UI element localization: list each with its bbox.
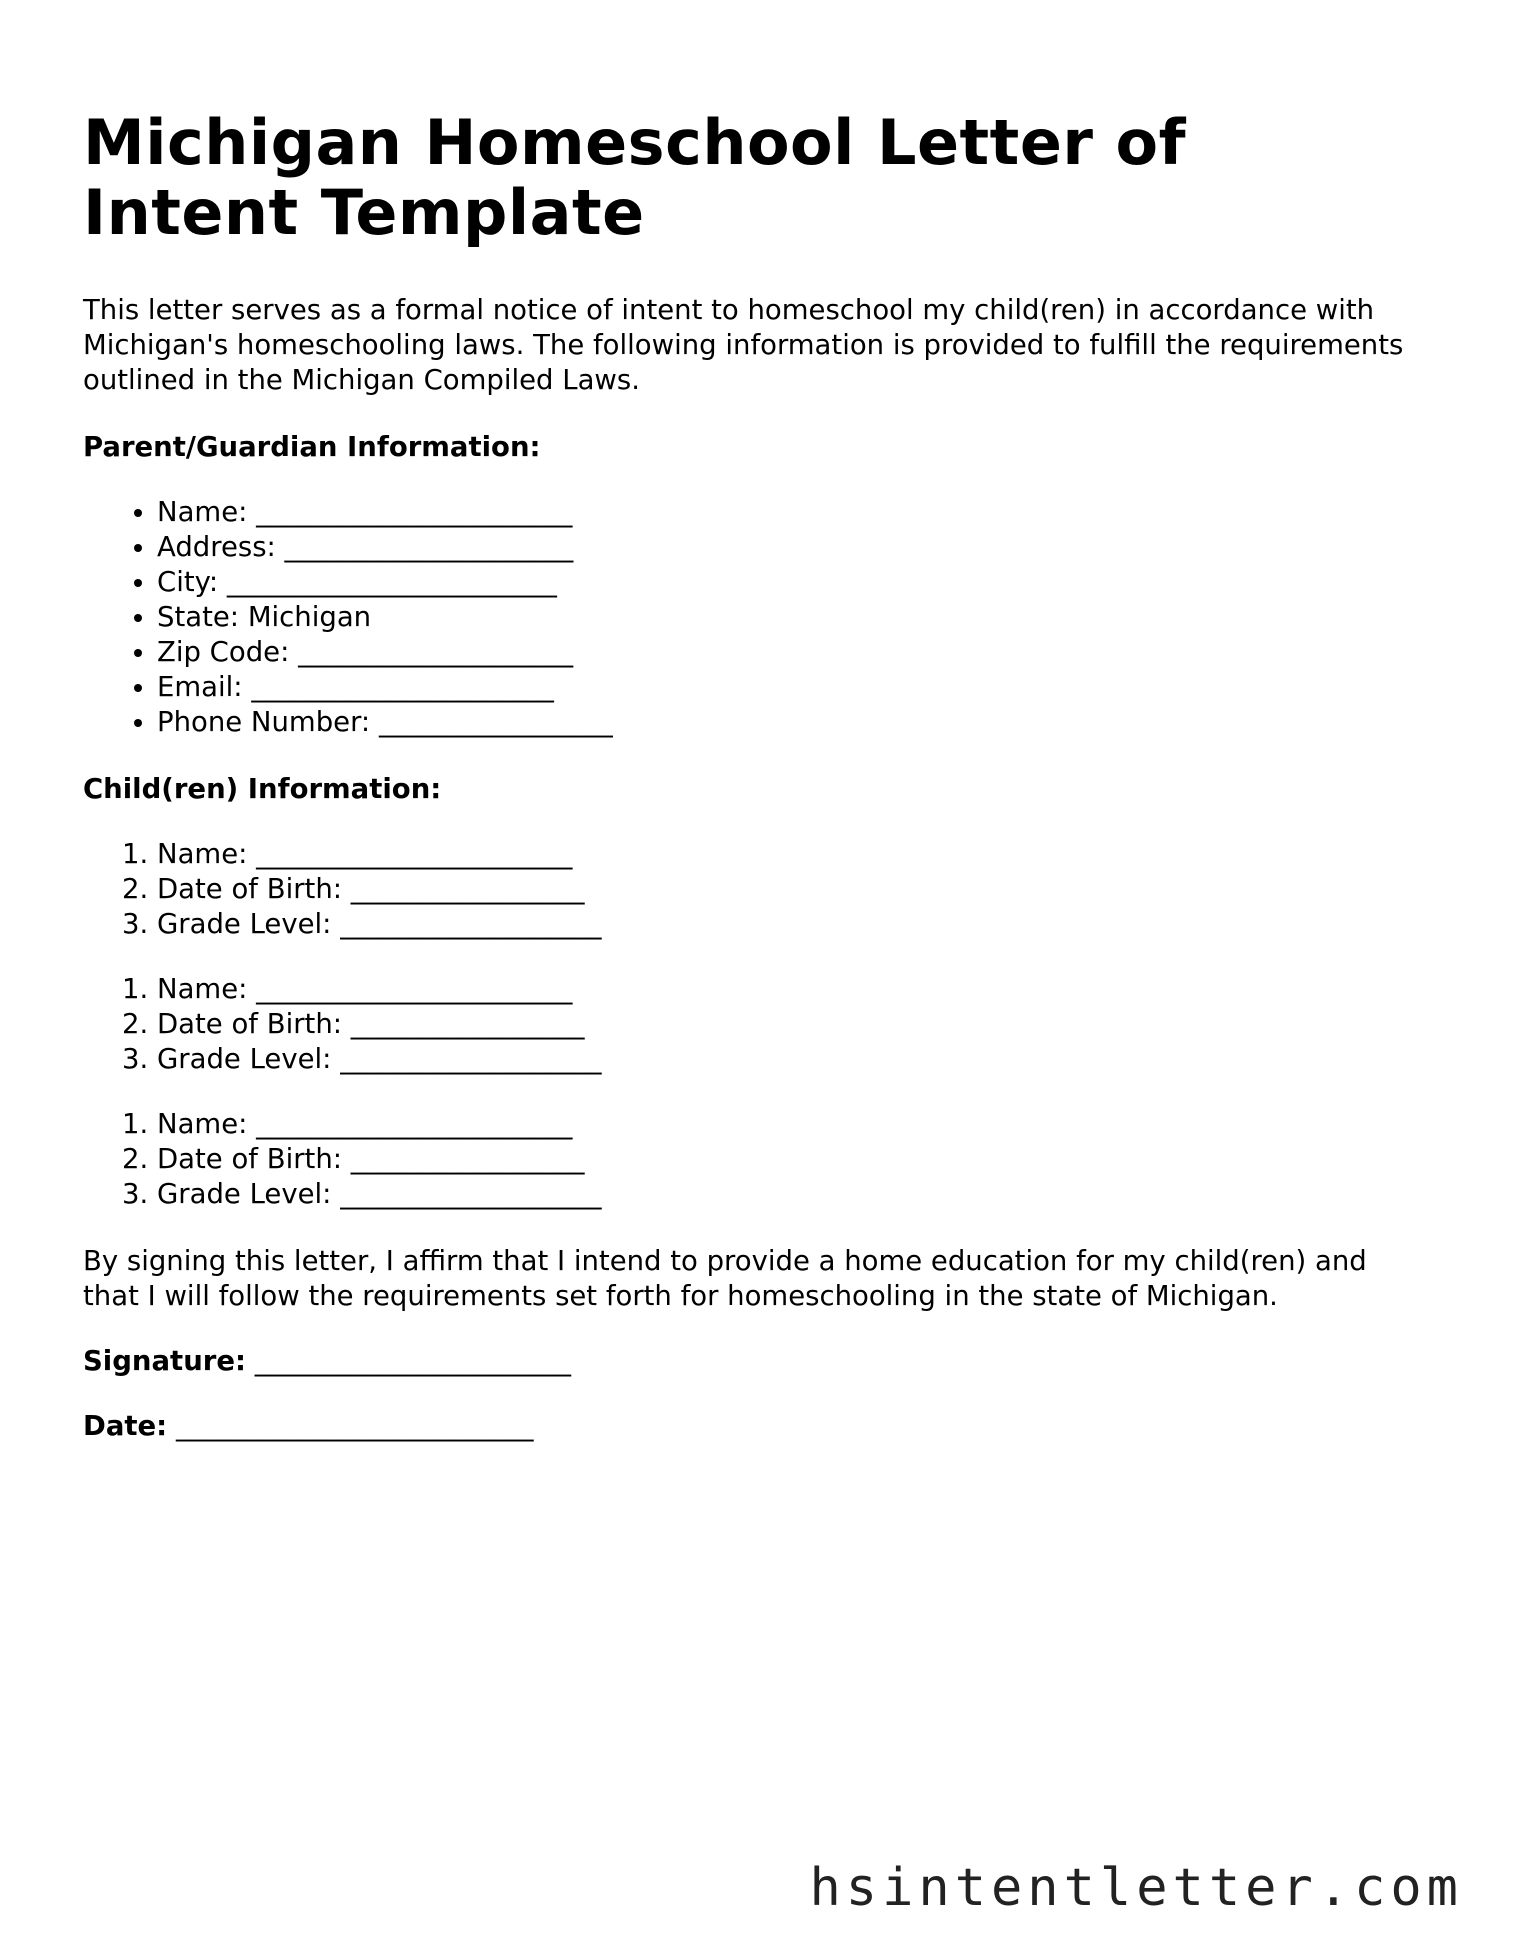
fill-in-blank[interactable]: _________________ — [350, 1008, 585, 1040]
child-dob: 2. Date of Birth: _________________ — [157, 1142, 1423, 1177]
parent-field-zip: • Zip Code: ____________________ — [157, 635, 1423, 670]
fill-in-blank[interactable]: ______________________ — [251, 671, 554, 703]
child-2-fields — [83, 972, 1423, 1077]
fill-in-blank[interactable]: ___________________ — [340, 1043, 602, 1075]
intro-paragraph: This letter serves as a formal notice of intent to homeschool my child(ren) in accordance with Michigan's homeschooling laws. The following information is provided to fulfill the requirements outlined in the Michigan Compiled Laws. — [83, 294, 1404, 396]
fill-in-blank[interactable]: ___________________ — [340, 1178, 602, 1210]
fill-in-blank[interactable]: ____________________ — [298, 636, 574, 668]
parent-section-heading: Parent/Guardian Information: — [83, 431, 541, 463]
child-grade: 3. Grade Level: ___________________ — [157, 1177, 1423, 1212]
closing-paragraph: By signing this letter, I affirm that I intend to provide a home education for my child(ren) and that I will follow the requirements set forth for homeschooling in the state of Michigan. — [83, 1245, 1367, 1312]
fill-in-blank[interactable]: _________________ — [378, 706, 613, 738]
fill-in-blank[interactable]: _________________ — [350, 873, 585, 905]
parent-field-address: • Address: _____________________ — [157, 530, 1423, 565]
child-dob: 2. Date of Birth: _________________ — [157, 1007, 1423, 1042]
child-grade: 3. Grade Level: ___________________ — [157, 907, 1423, 942]
watermark: hsintentletter.com — [809, 1858, 1463, 1918]
child-name: 1. Name: _______________________ — [157, 1107, 1423, 1142]
parent-field-state: • State: Michigan — [157, 600, 1423, 635]
fill-in-blank[interactable]: _________________ — [350, 1143, 585, 1175]
fill-in-blank[interactable]: _______________________ — [256, 1108, 573, 1140]
child-name: 1. Name: _______________________ — [157, 837, 1423, 872]
child-name: 1. Name: _______________________ — [157, 972, 1423, 1007]
date-label: Date: — [83, 1410, 168, 1442]
child-grade: 3. Grade Level: ___________________ — [157, 1042, 1423, 1077]
parent-field-city: • City: ________________________ — [157, 565, 1423, 600]
fill-in-blank[interactable]: ___________________ — [340, 908, 602, 940]
fill-in-blank[interactable]: _______________________ — [256, 973, 573, 1005]
date-line — [83, 1409, 1423, 1444]
child-1-fields — [83, 837, 1423, 942]
signature-line — [83, 1344, 1423, 1379]
fill-in-blank[interactable]: _______________________ — [256, 496, 573, 528]
parent-field-phone: • Phone Number: _________________ — [157, 705, 1423, 740]
document-title: Michigan Homeschool Letter of Intent Template — [83, 106, 1187, 249]
fill-in-blank[interactable]: _____________________ — [284, 531, 574, 563]
fill-in-blank[interactable]: _______________________ — [256, 838, 573, 870]
signature-blank[interactable]: _______________________ — [254, 1345, 571, 1377]
parent-field-email: • Email: ______________________ — [157, 670, 1423, 705]
fill-in-blank[interactable]: ________________________ — [226, 566, 557, 598]
signature-label: Signature: — [83, 1345, 246, 1377]
date-blank[interactable]: __________________________ — [175, 1410, 534, 1442]
document-page — [83, 108, 1423, 1444]
parent-field-name: • Name: _______________________ — [157, 495, 1423, 530]
children-section-heading: Child(ren) Information: — [83, 773, 442, 805]
child-dob: 2. Date of Birth: _________________ — [157, 872, 1423, 907]
parent-fields-list — [83, 495, 1423, 740]
child-3-fields — [83, 1107, 1423, 1212]
state-value: Michigan — [247, 601, 372, 633]
